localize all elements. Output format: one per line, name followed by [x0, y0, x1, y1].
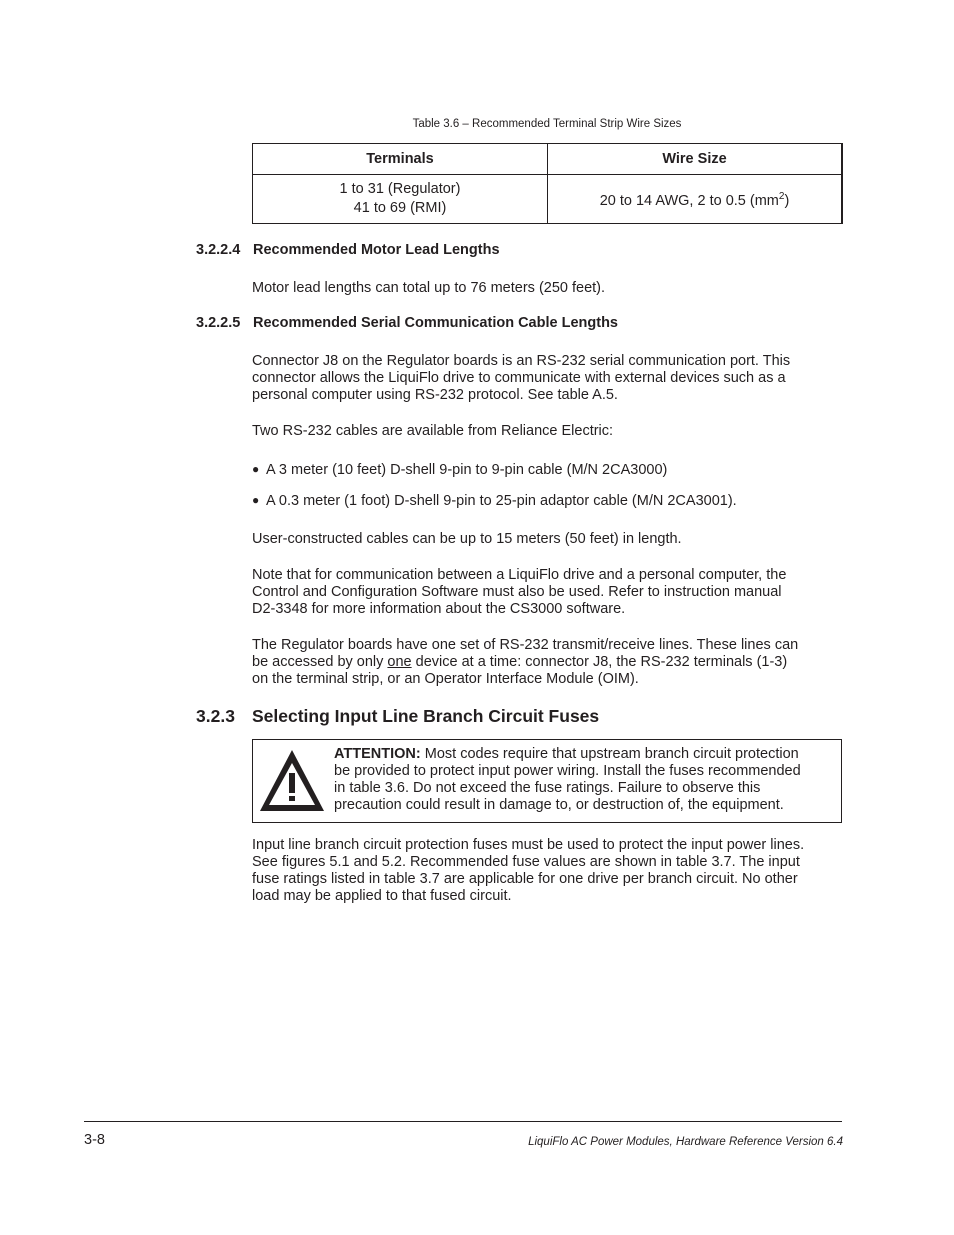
- section-number: 3.2.2.4: [196, 242, 241, 258]
- footer-document-title: LiquiFlo AC Power Modules, Hardware Reference Version 6.4: [528, 1136, 843, 1148]
- section-number: 3.2.3: [196, 706, 235, 726]
- table-cell-terminals: [253, 175, 548, 224]
- text-line: D2-3348 for more information about the CS3000 software.: [252, 601, 626, 617]
- table-row: [253, 175, 843, 224]
- bullet-icon: ●: [252, 493, 260, 507]
- table-cell-wire-size: [548, 175, 843, 224]
- list-item-text: A 0.3 meter (1 foot) D-shell 9-pin to 25-pin adaptor cable (M/N 2CA3001).: [266, 493, 737, 509]
- cables-available-paragraph: Two RS-232 cables are available from Reliance Electric:: [252, 423, 614, 439]
- text-line: See figures 5.1 and 5.2. Recommended fuse values are shown in table 3.7. The input: [252, 854, 800, 870]
- page-number: 3-8: [84, 1132, 105, 1148]
- section-heading-3224: [196, 242, 500, 258]
- text-line: The Regulator boards have one set of RS-232 transmit/receive lines. These lines can: [252, 637, 799, 653]
- text-line: Note that for communication between a LiquiFlo drive and a personal computer, the: [252, 567, 787, 583]
- attention-text: [334, 746, 834, 814]
- text-line: precaution could result in damage to, or destruction of, the equipment.: [334, 797, 784, 813]
- wire-size-superscript: 2: [778, 191, 785, 203]
- text-line: [334, 746, 834, 763]
- text-line: fuse ratings listed in table 3.7 are applicable for one drive per branch circuit. No other: [252, 871, 798, 887]
- list-item: [252, 492, 844, 510]
- table-header-row: [253, 144, 843, 175]
- text-line: connector allows the LiquiFlo drive to communicate with external devices such as a: [252, 370, 786, 386]
- bullet-icon: ●: [252, 462, 260, 476]
- table-header-wire-size: Wire Size: [548, 144, 843, 175]
- user-cables-paragraph: User-constructed cables can be up to 15 meters (50 feet) in length.: [252, 531, 682, 547]
- software-note-paragraph: [252, 567, 844, 618]
- connector-j8-paragraph: [252, 353, 844, 404]
- table-header-terminals: Terminals: [253, 144, 548, 175]
- text-line: load may be applied to that fused circuit.: [252, 888, 512, 904]
- section-title: Recommended Motor Lead Lengths: [253, 242, 500, 258]
- fuses-paragraph: [252, 837, 844, 905]
- text-fragment: device at a time: connector J8, the RS-232 terminals (1-3): [411, 654, 788, 670]
- text-line: Control and Configuration Software must also be used. Refer to instruction manual: [252, 584, 782, 600]
- table-caption: Table 3.6 – Recommended Terminal Strip Wire Sizes: [412, 118, 682, 130]
- section-number: 3.2.2.5: [196, 315, 241, 331]
- warning-triangle-icon: [257, 747, 327, 815]
- list-item: [252, 461, 844, 479]
- wire-size-table: [252, 143, 843, 224]
- text-fragment: be accessed by only: [252, 654, 388, 670]
- text-fragment: Most codes require that upstream branch circuit protection: [420, 746, 799, 762]
- rs232-lines-paragraph: [252, 637, 844, 688]
- footer-divider: [84, 1121, 842, 1122]
- wire-size-prefix: 20 to 14 AWG, 2 to 0.5 (mm: [599, 192, 779, 209]
- attention-box: [252, 739, 842, 823]
- text-line: be provided to protect input power wiring. Install the fuses recommended: [334, 763, 801, 779]
- section-title: Recommended Serial Communication Cable Lengths: [253, 315, 618, 331]
- terminals-line-2: 41 to 69 (RMI): [353, 200, 447, 216]
- text-line: [252, 654, 844, 671]
- section-title: Selecting Input Line Branch Circuit Fuses: [252, 706, 600, 726]
- text-line: in table 3.6. Do not exceed the fuse ratings. Failure to observe this: [334, 780, 761, 796]
- attention-label: ATTENTION:: [334, 746, 421, 762]
- text-line: Input line branch circuit protection fuses must be used to protect the input power lines.: [252, 837, 805, 853]
- text-line: on the terminal strip, or an Operator Interface Module (OIM).: [252, 671, 639, 687]
- terminals-line-1: 1 to 31 (Regulator): [339, 181, 461, 197]
- list-item-text: A 3 meter (10 feet) D-shell 9-pin to 9-pin cable (M/N 2CA3000): [266, 462, 668, 478]
- text-line: Connector J8 on the Regulator boards is an RS-232 serial communication port. This: [252, 353, 791, 369]
- wire-size-suffix: ): [784, 192, 790, 209]
- section-heading-3225: [196, 315, 618, 331]
- motor-lead-paragraph: Motor lead lengths can total up to 76 meters (250 feet).: [252, 280, 606, 296]
- emphasis-underline: one: [387, 654, 412, 670]
- section-heading-323: [196, 706, 599, 727]
- text-line: personal computer using RS-232 protocol. See table A.5.: [252, 387, 618, 403]
